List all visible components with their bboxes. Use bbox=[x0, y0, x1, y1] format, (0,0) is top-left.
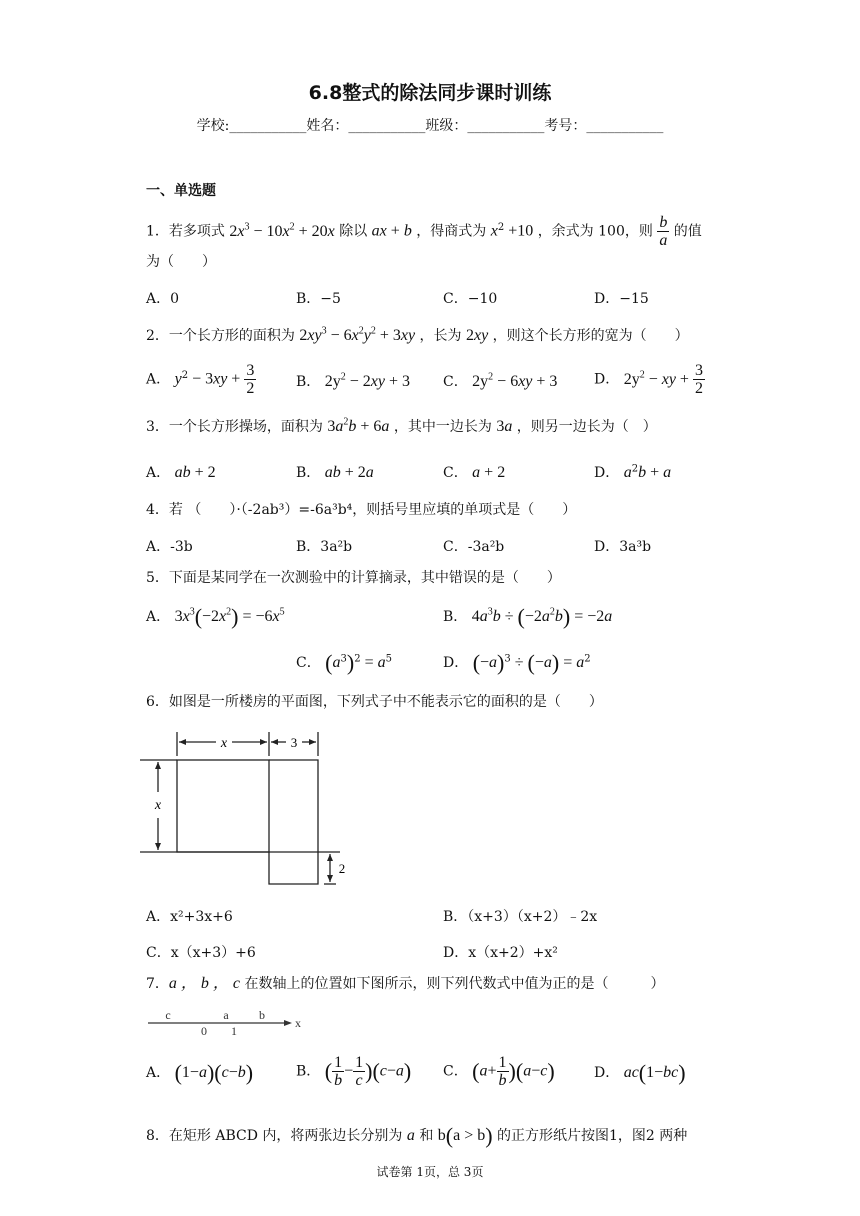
q7-vars: a ， b ， c bbox=[168, 975, 241, 992]
q2-option-a: A． $y^2 - 3xy$ + $\frac{3}{2}$ bbox=[146, 362, 255, 397]
nl-label-a: a bbox=[223, 1008, 229, 1022]
q1-mid3: ，余式为 100，则 bbox=[537, 223, 653, 240]
student-info-line: 学校:___________姓名：___________班级：___________考号：___________ bbox=[196, 118, 664, 134]
q1-option-c: C．−10 bbox=[443, 291, 498, 307]
q3-lead: 3．一个长方形操场，面积为 bbox=[146, 419, 323, 435]
q2-mid: ，长为 bbox=[419, 328, 462, 344]
question-7: 7．a ， b ， c 在数轴上的位置如下图所示，则下列代数式中值为正的是（ ） bbox=[146, 975, 665, 992]
q1-tail: 的值 bbox=[673, 223, 702, 240]
q3-option-b: B． ab + 2a bbox=[296, 464, 374, 481]
q8-text-a: 8．在矩形 ABCD 内，将两张边长分别为 bbox=[146, 1128, 403, 1144]
q8-text-c: 的正方形纸片按图1，图2 两种 bbox=[497, 1128, 688, 1144]
q2-lead: 2．一个长方形的面积为 bbox=[146, 328, 295, 344]
nl-label-b: b bbox=[259, 1008, 265, 1022]
q8-text-b: 和 bbox=[419, 1128, 434, 1144]
fig-label-left-x: x bbox=[154, 798, 162, 813]
q7-option-a: A． (1−a)(c−b) bbox=[146, 1060, 254, 1085]
fig-label-top-x: x bbox=[220, 736, 228, 751]
question-4: 4．若 （ ）·（-2ab³）=-6a³b⁴，则括号里应填的单项式是（ ） bbox=[146, 502, 577, 518]
q3-mid: ，其中一边长为 bbox=[393, 419, 492, 435]
q1-option-d: D．−15 bbox=[594, 291, 649, 307]
fig-label-right-2: 2 bbox=[338, 861, 346, 876]
nl-label-1: 1 bbox=[231, 1024, 237, 1038]
floor-plan-figure bbox=[140, 726, 360, 890]
fig-label-top-3: 3 bbox=[290, 735, 298, 750]
q6-option-a: A．x²+3x+6 bbox=[146, 909, 233, 925]
section-heading: 一、单选题 bbox=[146, 183, 216, 199]
q2-option-c: C． $2y^2 - 6xy + 3$ bbox=[443, 371, 558, 390]
q4-option-a: A．-3b bbox=[146, 539, 193, 555]
nl-label-c: c bbox=[165, 1008, 171, 1022]
q7-option-d: D． ac(1−bc) bbox=[594, 1060, 686, 1085]
question-6: 6．如图是一所楼房的平面图，下列式子中不能表示它的面积的是（ ） bbox=[146, 694, 603, 710]
q7-option-c: C． (a+ $\frac{1}{b}$ )(a−c) bbox=[443, 1054, 555, 1089]
q5-option-c: C． $(a^3)^2 = a^5$ bbox=[296, 650, 392, 675]
question-1: 1．若多项式 $2x^3 - 10x^2 + 20x$ 除以 ax + b ，得商式为 $x^2 +10$ ，余式为 100，则 $\frac{b}{a}$ 的值 bbox=[146, 214, 702, 249]
q3-tail: ，则另一边长为（ ） bbox=[516, 419, 657, 435]
question-2: 2．一个长方形的面积为 $2xy^3 - 6x^2y^2 + 3xy$ ，长为 2xy ，则这个长方形的宽为（ ） bbox=[146, 325, 689, 344]
q3-option-d: D． $a^2b + a$ bbox=[594, 463, 672, 481]
q3-option-a: A． ab + 2 bbox=[146, 464, 216, 481]
q5-option-b: B． $4a^3b \div (-2a^2b) = -2a$ bbox=[443, 604, 613, 629]
q3-option-c: C． a + 2 bbox=[443, 464, 506, 481]
q2-option-b: B． $2y^2 - 2xy + 3$ bbox=[296, 371, 411, 390]
q1-mid2: ，得商式为 bbox=[416, 223, 487, 240]
q6-option-b: B．（x+3）（x+2）﹣2x bbox=[443, 909, 598, 925]
nl-label-0: 0 bbox=[201, 1024, 207, 1038]
q4-option-c: C．-3a²b bbox=[443, 539, 505, 555]
q6-option-c: C．x（x+3）+6 bbox=[146, 945, 256, 961]
q6-option-d: D．x（x+2）+x² bbox=[443, 945, 558, 961]
q1-lead: 1．若多项式 bbox=[146, 223, 225, 240]
page-footer: 试卷第 1页，总 3页 bbox=[376, 1165, 484, 1179]
page-title: 6.8整式的除法同步课时训练 bbox=[308, 82, 552, 104]
q5-option-a: A． $3x^3(-2x^2) = -6x^5$ bbox=[146, 604, 285, 629]
q1-option-a: A．0 bbox=[146, 291, 180, 307]
q7-option-b: B． ( $\frac{1}{b}$ − $\frac{1}{c}$ )(c−a) bbox=[296, 1054, 412, 1089]
q4-option-d: D．3a³b bbox=[594, 539, 652, 555]
q7-text: 在数轴上的位置如下图所示，则下列代数式中值为正的是（ ） bbox=[244, 976, 665, 992]
question-5: 5．下面是某同学在一次测验中的计算摘录，其中错误的是（ ） bbox=[146, 570, 561, 586]
question-8: 8．在矩形 ABCD 内，将两张边长分别为 a 和 b(a > b) 的正方形纸片按图1，图2 两种 bbox=[146, 1123, 688, 1148]
q1-mid1: 除以 bbox=[339, 223, 368, 240]
question-3: 3．一个长方形操场，面积为 $3a^2b + 6a$ ，其中一边长为 3a ，则另一边长为（ ） bbox=[146, 416, 657, 435]
q2-option-d: D． $2y^2$ − xy + $\frac{3}{2}$ bbox=[594, 362, 703, 397]
nl-label-x: x bbox=[295, 1016, 301, 1030]
q5-option-d: D． $(-a)^3 \div (-a) = a^2$ bbox=[443, 650, 591, 675]
q2-tail: ，则这个长方形的宽为（ ） bbox=[492, 328, 689, 344]
q4-option-b: B．3a²b bbox=[296, 539, 353, 555]
q1-option-b: B．−5 bbox=[296, 291, 341, 307]
q1-line2: 为（ ） bbox=[146, 254, 216, 270]
number-line-figure bbox=[146, 1008, 306, 1038]
